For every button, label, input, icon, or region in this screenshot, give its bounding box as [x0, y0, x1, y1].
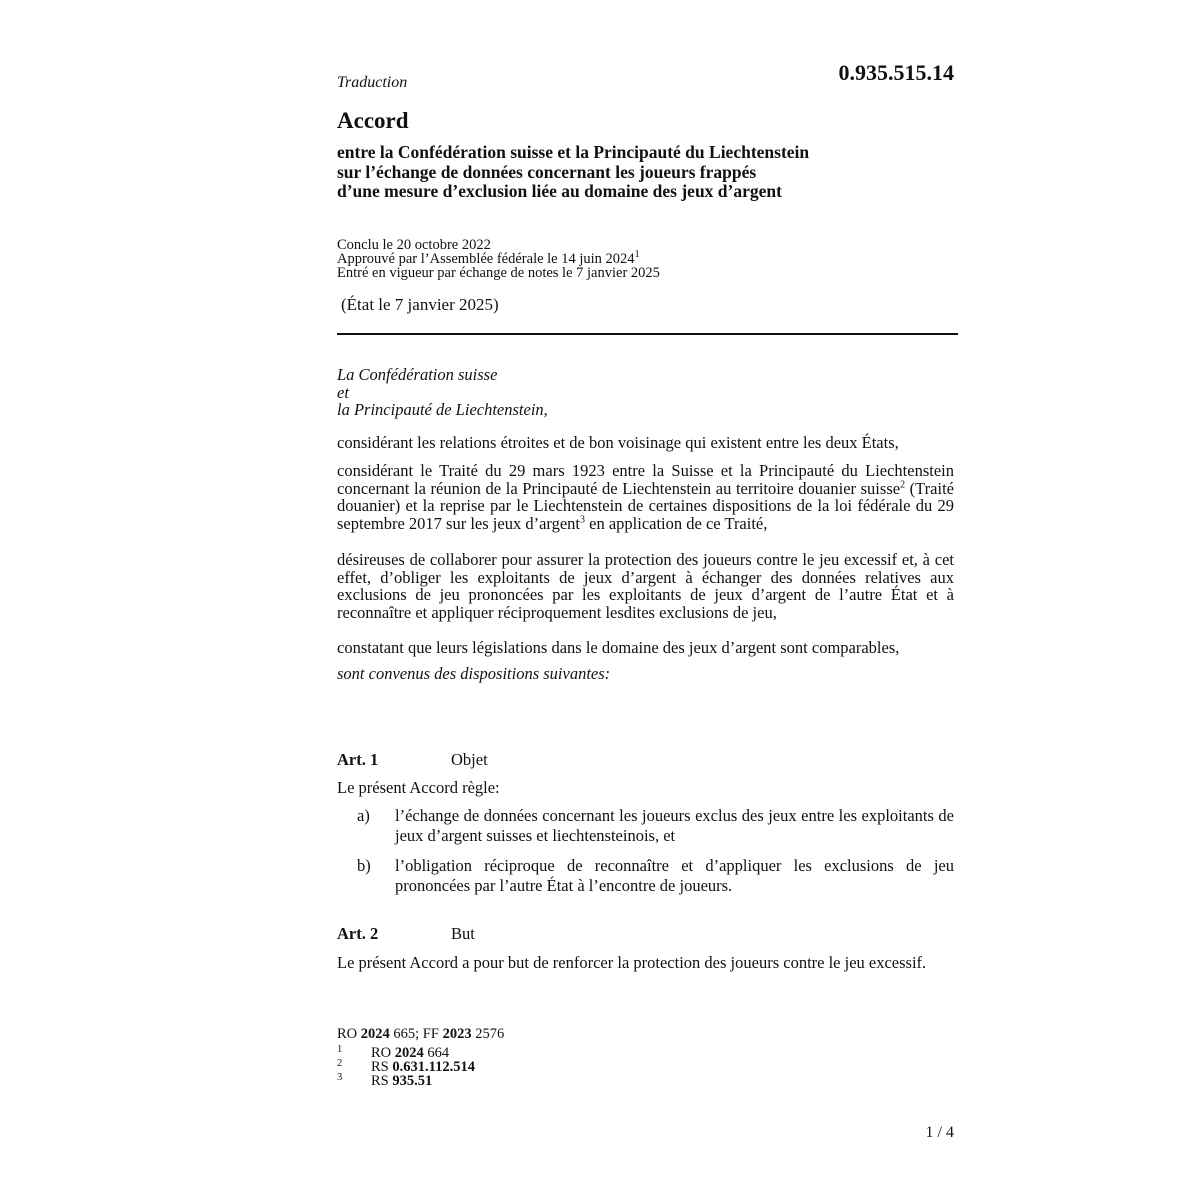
footnote: 2 RS 0.631.112.514 [337, 1058, 475, 1075]
document-dates [337, 238, 660, 280]
preamble-paragraph-2: considérant le Traité du 29 mars 1923 entre la Suisse et la Principauté du Liechtenstein concernant la réunion de la Principauté de Liechtenstein au territoire douanier suisse$^2$ (Traité douanier) et la reprise par le Liechtenstein de certaines dispositions de la loi fédérale du 29 septembre 2017 sur les jeux d’argent$^3$ en application de ce Traité, [337, 461, 954, 533]
document-number: 0.935.515.14 [838, 60, 954, 85]
document-subtitle [337, 143, 809, 202]
footnote-number: 1 [337, 1044, 343, 1055]
article-2-heading [337, 924, 475, 944]
preamble-conclusion: sont convenus des dispositions suivantes: [337, 664, 611, 683]
footnotes [337, 1027, 504, 1088]
approved-date: Approuvé par l’Assemblée fédérale le 14 juin 2024$^1$ [337, 249, 640, 267]
list-item [357, 856, 954, 895]
subtitle-line: sur l’échange de données concernant les joueurs frappés [337, 161, 757, 182]
entry-into-force-date: Entré en vigueur par échange de notes le 7 janvier 2025 [337, 265, 660, 281]
translation-label: Traduction [337, 74, 408, 91]
state-date: (État le 7 janvier 2025) [341, 295, 499, 314]
article-number: Art. 2 [337, 924, 379, 943]
article-title: Objet [451, 750, 488, 769]
preamble-paragraph-4: constatant que leurs législations dans le domaine des jeux d’argent sont comparables, [337, 638, 900, 657]
article-title: But [451, 924, 475, 943]
footnote-ref[interactable]: 1 [634, 249, 640, 261]
footnote-number: 3 [337, 1072, 343, 1083]
concluded-date: Conclu le 20 octobre 2022 [337, 237, 491, 253]
footnote-number: 2 [337, 1058, 343, 1069]
horizontal-divider [337, 333, 958, 335]
footnote-ref[interactable]: 3 [580, 514, 586, 525]
document-title: Accord [337, 108, 409, 133]
footnote-ref[interactable]: 2 [900, 479, 906, 490]
footnote: 1 RO 2024 664 [337, 1044, 450, 1061]
article-1-intro: Le présent Accord règle: [337, 778, 500, 797]
party-switzerland: La Confédération suisse [337, 365, 498, 384]
list-item-text: l’échange de données concernant les joueurs exclus des jeux entre les exploitants de jeux d’argent suisses et liechtensteinois, et [395, 806, 954, 845]
article-1-heading [337, 750, 488, 770]
footnote: 3 RS 935.51 [337, 1072, 433, 1089]
article-number: Art. 1 [337, 750, 379, 769]
list-item [357, 806, 954, 845]
party-liechtenstein: la Principauté de Liechtenstein, [337, 400, 548, 419]
party-conjunction: et [337, 382, 349, 402]
preamble-paragraph-1: considérant les relations étroites et de bon voisinage qui existent entre les deux États, [337, 433, 899, 452]
subtitle-line: d’une mesure d’exclusion liée au domaine des jeux d’argent [337, 181, 782, 201]
list-item-text: l’obligation réciproque de reconnaître et d’appliquer les exclusions de jeu prononcées par l’autre État à l’encontre de joueurs. [395, 856, 954, 895]
publication-reference: RO 2024 665; FF 2023 2576 [337, 1026, 505, 1042]
subtitle-line: entre la Confédération suisse et la Principauté du Liechtenstein [337, 142, 810, 162]
page-number: 1 / 4 [925, 1124, 954, 1141]
preamble-paragraph-3: désireuses de collaborer pour assurer la protection des joueurs contre le jeu excessif et, à cet effet, d’obliger les exploitants de jeux d’argent à échanger des données relatives aux exclusions de jeu prononcées par les exploitants de jeux d’argent de l’autre État et à reconnaître et appliquer réciproquement lesdites exclusions de jeu, [337, 550, 954, 622]
article-2-body: Le présent Accord a pour but de renforcer la protection des joueurs contre le jeu excessif. [337, 953, 927, 972]
list-item-label: a) [357, 806, 370, 825]
list-item-label: b) [357, 856, 371, 875]
preamble-parties [337, 366, 548, 419]
